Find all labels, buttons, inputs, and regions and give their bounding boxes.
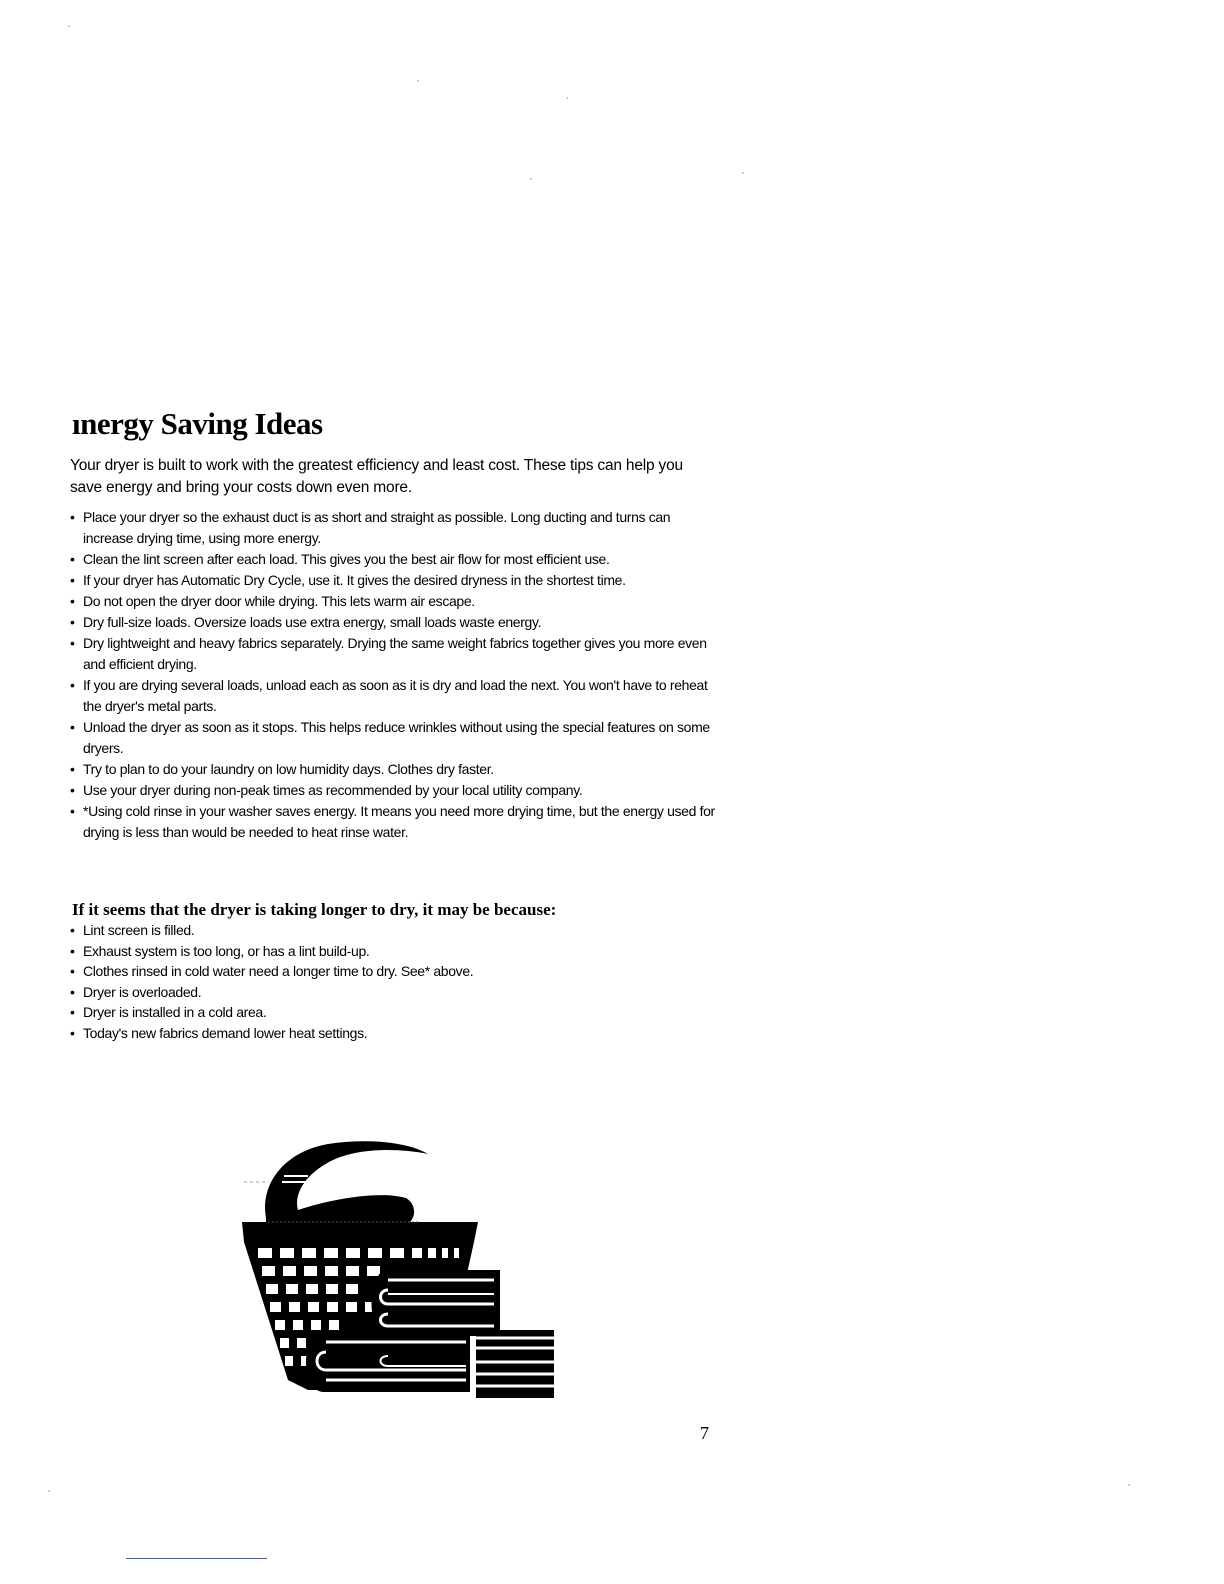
page-title: ınergy Saving Ideas [72, 406, 323, 441]
scan-speck [1128, 1484, 1130, 1486]
energy-tips-list [70, 507, 720, 843]
list-item: • Lint screen is filled. [70, 920, 690, 941]
list-item: • *Using cold rinse in your washer saves energy. It means you need more drying time, but the energy used for drying is less than would be needed to heat rinse water. [70, 801, 720, 843]
list-item: • Place your dryer so the exhaust duct is as short and straight as possible. Long ducting and turns can increase drying time, using more energy. [70, 507, 720, 549]
footer-rule [126, 1558, 267, 1559]
list-item: • Try to plan to do your laundry on low humidity days. Clothes dry faster. [70, 759, 720, 780]
scan-speck [566, 97, 568, 99]
list-item: • Dry full-size loads. Oversize loads use extra energy, small loads waste energy. [70, 612, 720, 633]
list-item: • Clean the lint screen after each load. This gives you the best air flow for most efficient use. [70, 549, 720, 570]
list-item: • Unload the dryer as soon as it stops. This helps reduce wrinkles without using the special features on some dryers. [70, 717, 720, 759]
scan-speck [742, 172, 744, 174]
scan-speck [68, 25, 70, 27]
page-number: 7 [700, 1423, 709, 1443]
intro-paragraph: Your dryer is built to work with the greatest efficiency and least cost. These tips can help you save energy and bring your costs down even more. [70, 457, 683, 496]
list-item: • Dryer is overloaded. [70, 982, 690, 1003]
list-item: • Use your dryer during non-peak times as recommended by your local utility company. [70, 780, 720, 801]
list-item: • Clothes rinsed in cold water need a longer time to dry. See* above. [70, 961, 690, 982]
list-item: • If you are drying several loads, unload each as soon as it is dry and load the next. You won't have to reheat the dryer's metal parts. [70, 675, 720, 717]
laundry-basket-icon [238, 1130, 568, 1410]
list-item: • Exhaust system is too long, or has a lint build-up. [70, 941, 690, 962]
list-item: • If your dryer has Automatic Dry Cycle, use it. It gives the desired dryness in the shortest time. [70, 570, 720, 591]
scan-speck [48, 1490, 50, 1492]
slow-drying-heading: If it seems that the dryer is taking longer to dry, it may be because: [72, 900, 557, 919]
scan-speck [417, 80, 419, 82]
scan-speck [530, 178, 532, 180]
list-item: • Dry lightweight and heavy fabrics separately. Drying the same weight fabrics together gives you more even and efficient drying. [70, 633, 720, 675]
list-item: • Do not open the dryer door while drying. This lets warm air escape. [70, 591, 720, 612]
list-item: • Dryer is installed in a cold area. [70, 1002, 690, 1023]
slow-drying-causes-list [70, 920, 690, 1043]
list-item: • Today's new fabrics demand lower heat settings. [70, 1023, 690, 1044]
